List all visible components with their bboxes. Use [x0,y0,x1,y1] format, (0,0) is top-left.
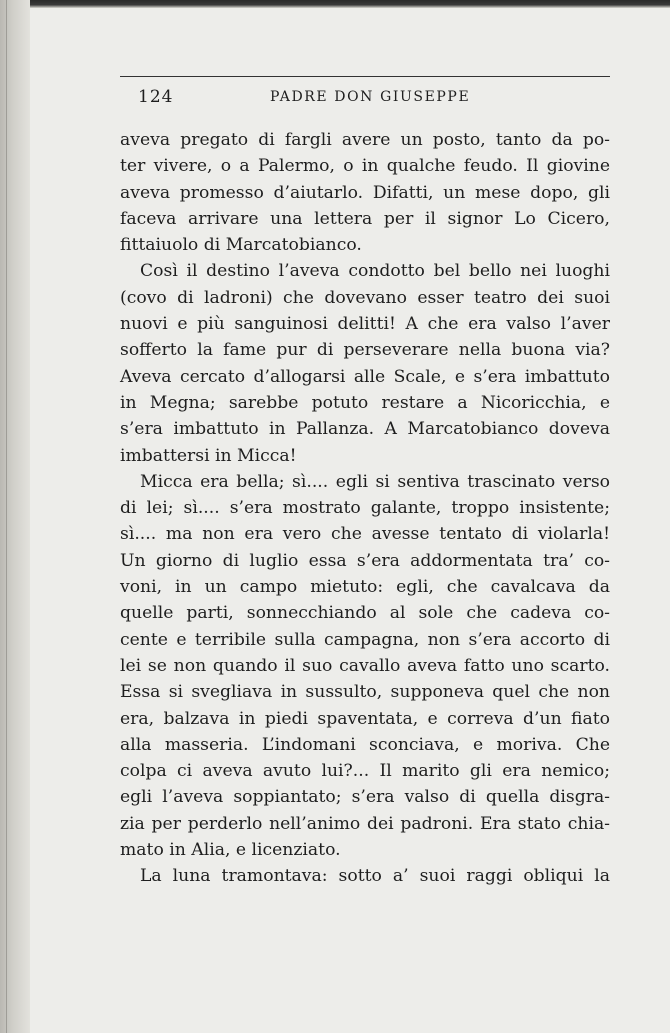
text-line: lei se non quando il suo cavallo aveva fatto uno scarto. [120,655,610,676]
text-line: aveva pregato di fargli avere un posto, tanto da po- [120,130,610,150]
text-line: ter vivere, o a Palermo, o in qualche feudo. Il giovine [120,156,610,177]
text-line: zia per perderlo nell’animo dei padroni. Era stato chia- [120,813,610,834]
text-line: mato in Alia, e licenziato. [120,840,341,861]
book-binding-edge [0,0,30,1033]
text-line: sì.... ma non era vero che avesse tentato di violarla! [120,524,610,545]
text-line: egli l’aveva soppiantato; s’era valso di quella disgra- [120,787,610,808]
text-line: in Megna; sarebbe potuto restare a Nicoricchia, e [120,392,610,413]
text-line: nuovi e più sanguinosi delitti! A che era valso l’aver [120,314,610,335]
text-line: quelle parti, sonnecchiando al sole che cadeva co- [120,603,610,624]
header-rule [120,76,610,77]
page-number: 124 [138,87,174,107]
scan-top-edge [0,0,670,8]
text-line: Micca era bella; sì.... egli si sentiva trascinato verso [140,471,610,492]
text-line: s’era imbattuto in Pallanza. A Marcatobianco doveva [120,419,610,440]
text-line: voni, in un campo mietuto: egli, che cavalcava da [120,577,610,598]
text-line: (covo di ladroni) che dovevano esser teatro dei suoi [120,287,610,308]
text-line: Aveva cercato d’allogarsi alle Scale, e s’era imbattuto [120,366,610,387]
text-line: aveva promesso d’aiutarlo. Difatti, un mese dopo, gli [120,182,610,203]
running-title: PADRE DON GIUSEPPE [270,89,471,105]
body-text [120,127,610,890]
page-header [120,68,610,118]
text-line: fittaiuolo di Marcatobianco. [120,235,362,256]
text-line: faceva arrivare una lettera per il signor Lo Cicero, [120,208,610,229]
text-line: sofferto la fame pur di perseverare nella buona via? [120,340,610,361]
text-line: Così il destino l’aveva condotto bel bello nei luoghi [140,261,610,282]
text-line: era, balzava in piedi spaventata, e correva d’un fiato [120,708,610,729]
text-line: imbattersi in Micca! [120,445,297,466]
text-line: di lei; sì.... s’era mostrato galante, troppo insistente; [120,498,610,519]
text-line: Un giorno di luglio essa s’era addormentata tra’ co- [120,550,610,571]
text-line: colpa ci aveva avuto lui?... Il marito gli era nemico; [120,761,610,782]
text-line: Essa si svegliava in sussulto, supponeva quel che non [120,682,610,703]
text-line: alla masseria. L’indomani sconciava, e moriva. Che [120,734,610,755]
text-line: cente e terribile sulla campagna, non s’era accorto di [120,629,610,650]
text-line: La luna tramontava: sotto a’ suoi raggi obliqui la [140,866,610,887]
